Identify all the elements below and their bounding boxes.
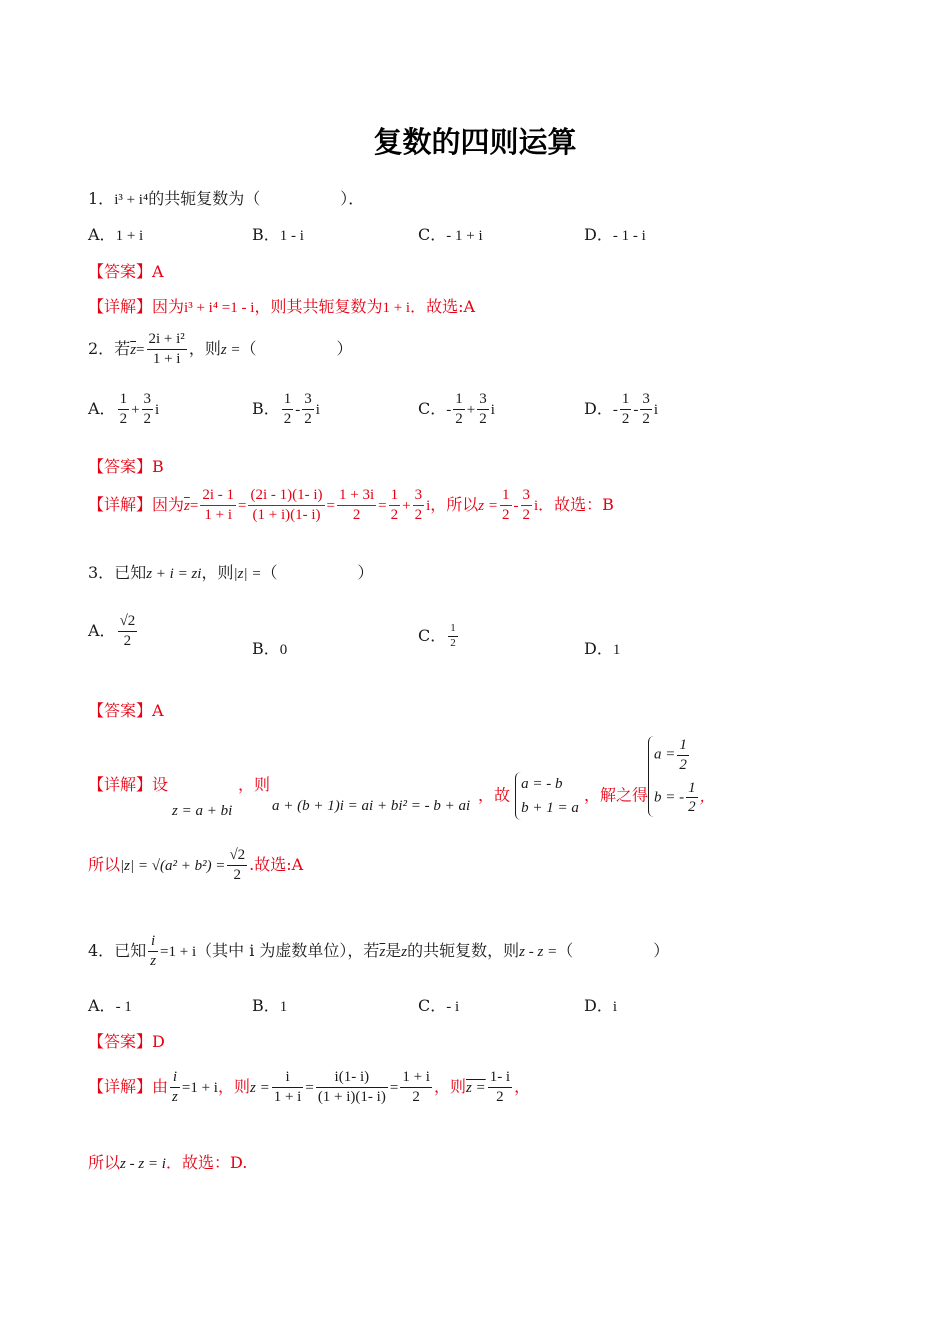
option-a: A．1 + i — [88, 225, 144, 244]
math-expression: a + (b + 1)i = ai + bi² = - b + ai — [272, 798, 471, 814]
option-b: B．1 - i — [252, 225, 304, 244]
option-d: D．1 — [584, 639, 621, 658]
math-expression: i³ + i⁴ — [114, 192, 149, 208]
option-d: D．- $\frac{1}{2}$ - $\frac{3}{2}$ i — [584, 391, 659, 427]
option-c: C．- i — [418, 996, 460, 1015]
detail-4-part1: 【详解】由 $\frac{i}{z}$ =1 + i，则z = $\frac{i}{1 + i}$ = $\frac{i(1- i)}{(1 + i)(1- i)}$ = $\frac{1 + i}{2}$ ，则z = $\frac{1- i}{2}$ ， — [88, 1069, 531, 1105]
option-c: C．- $\frac{1}{2}$ + $\frac{3}{2}$ i — [418, 391, 495, 427]
option-b: B．0 — [252, 639, 288, 658]
option-d: D．i — [584, 996, 618, 1015]
option-a: A． $\frac{1}{2}$ + $\frac{3}{2}$ i — [88, 391, 160, 427]
fraction: $\frac{\text{2i + i²}}{1 + i}$ — [148, 331, 185, 367]
option-b: B． $\frac{1}{2}$ - $\frac{3}{2}$ i — [252, 391, 320, 427]
option-a: A．- 1 — [88, 996, 132, 1015]
page-title: 复数的四则运算 — [373, 125, 577, 159]
option-c: C．- 1 + i — [418, 225, 483, 244]
answer-2: 【答案】B — [88, 457, 164, 476]
detail-4-part2: 所以z - z = i．故选：D. — [88, 1153, 248, 1172]
detail-1: 【详解】因为i³ + i⁴ =1 - i，则其共轭复数为1 + i．故选:A — [88, 297, 476, 316]
answer-4: 【答案】D — [88, 1032, 165, 1051]
option-d: D．- 1 - i — [584, 225, 646, 244]
detail-3-part3: 所以|z| = √(a² + b²) = $\frac{√2}{2}$ .故选:A — [88, 847, 304, 883]
option-b: B．1 — [252, 996, 288, 1015]
question-text: 的共轭复数为（ ）． — [148, 189, 365, 208]
question-1-stem — [88, 186, 364, 209]
option-c: C． $\frac{1}{2}$ — [418, 622, 456, 649]
detail-3-part2: ，故 a = - b b + 1 = a ，解之得 — [478, 772, 648, 820]
answer-1: 【答案】A — [88, 262, 164, 281]
equation-system: a = - b b + 1 = a — [515, 772, 579, 820]
question-4-stem: 4．已知 $\frac{i}{z}$ =1 + i（其中 i 为虚数单位），若$\overline{z}$是z的共轭复数，则z - z =（ ） — [88, 933, 670, 969]
math-expression: z = a + bi — [172, 803, 233, 819]
option-a: A． $\frac{√2}{2}$ — [88, 613, 136, 649]
question-2-stem: 2．若$\overline{z}=$ $\frac{\text{2i + i²}}{1 + i}$ ，则z =（ ） — [88, 331, 353, 367]
question-3-stem: 3．已知z + i = zi，则|z| =（ ） — [88, 563, 374, 582]
question-number: 1． — [88, 189, 115, 208]
answer-3: 【答案】A — [88, 701, 164, 720]
solution-system: a = $\frac{1}{2}$ b = - $\frac{1}{2}$ ， — [648, 736, 715, 817]
detail-2: 【详解】因为$\overline{z}=$ $\frac{2i - 1}{1 + i}$ = $\frac{(2i - 1)(1- i)}{(1 + i)(1- i)}$ = $\frac{1 + 3i}{2}$ = $\frac{1}{2}$ + $\frac{3}{2}$ i，所以z = $\frac{1}{2}$ - $\frac{3}{2}$ i．故选：B — [88, 487, 614, 523]
detail-3-part1: 【详解】设 ，则 — [88, 775, 271, 794]
